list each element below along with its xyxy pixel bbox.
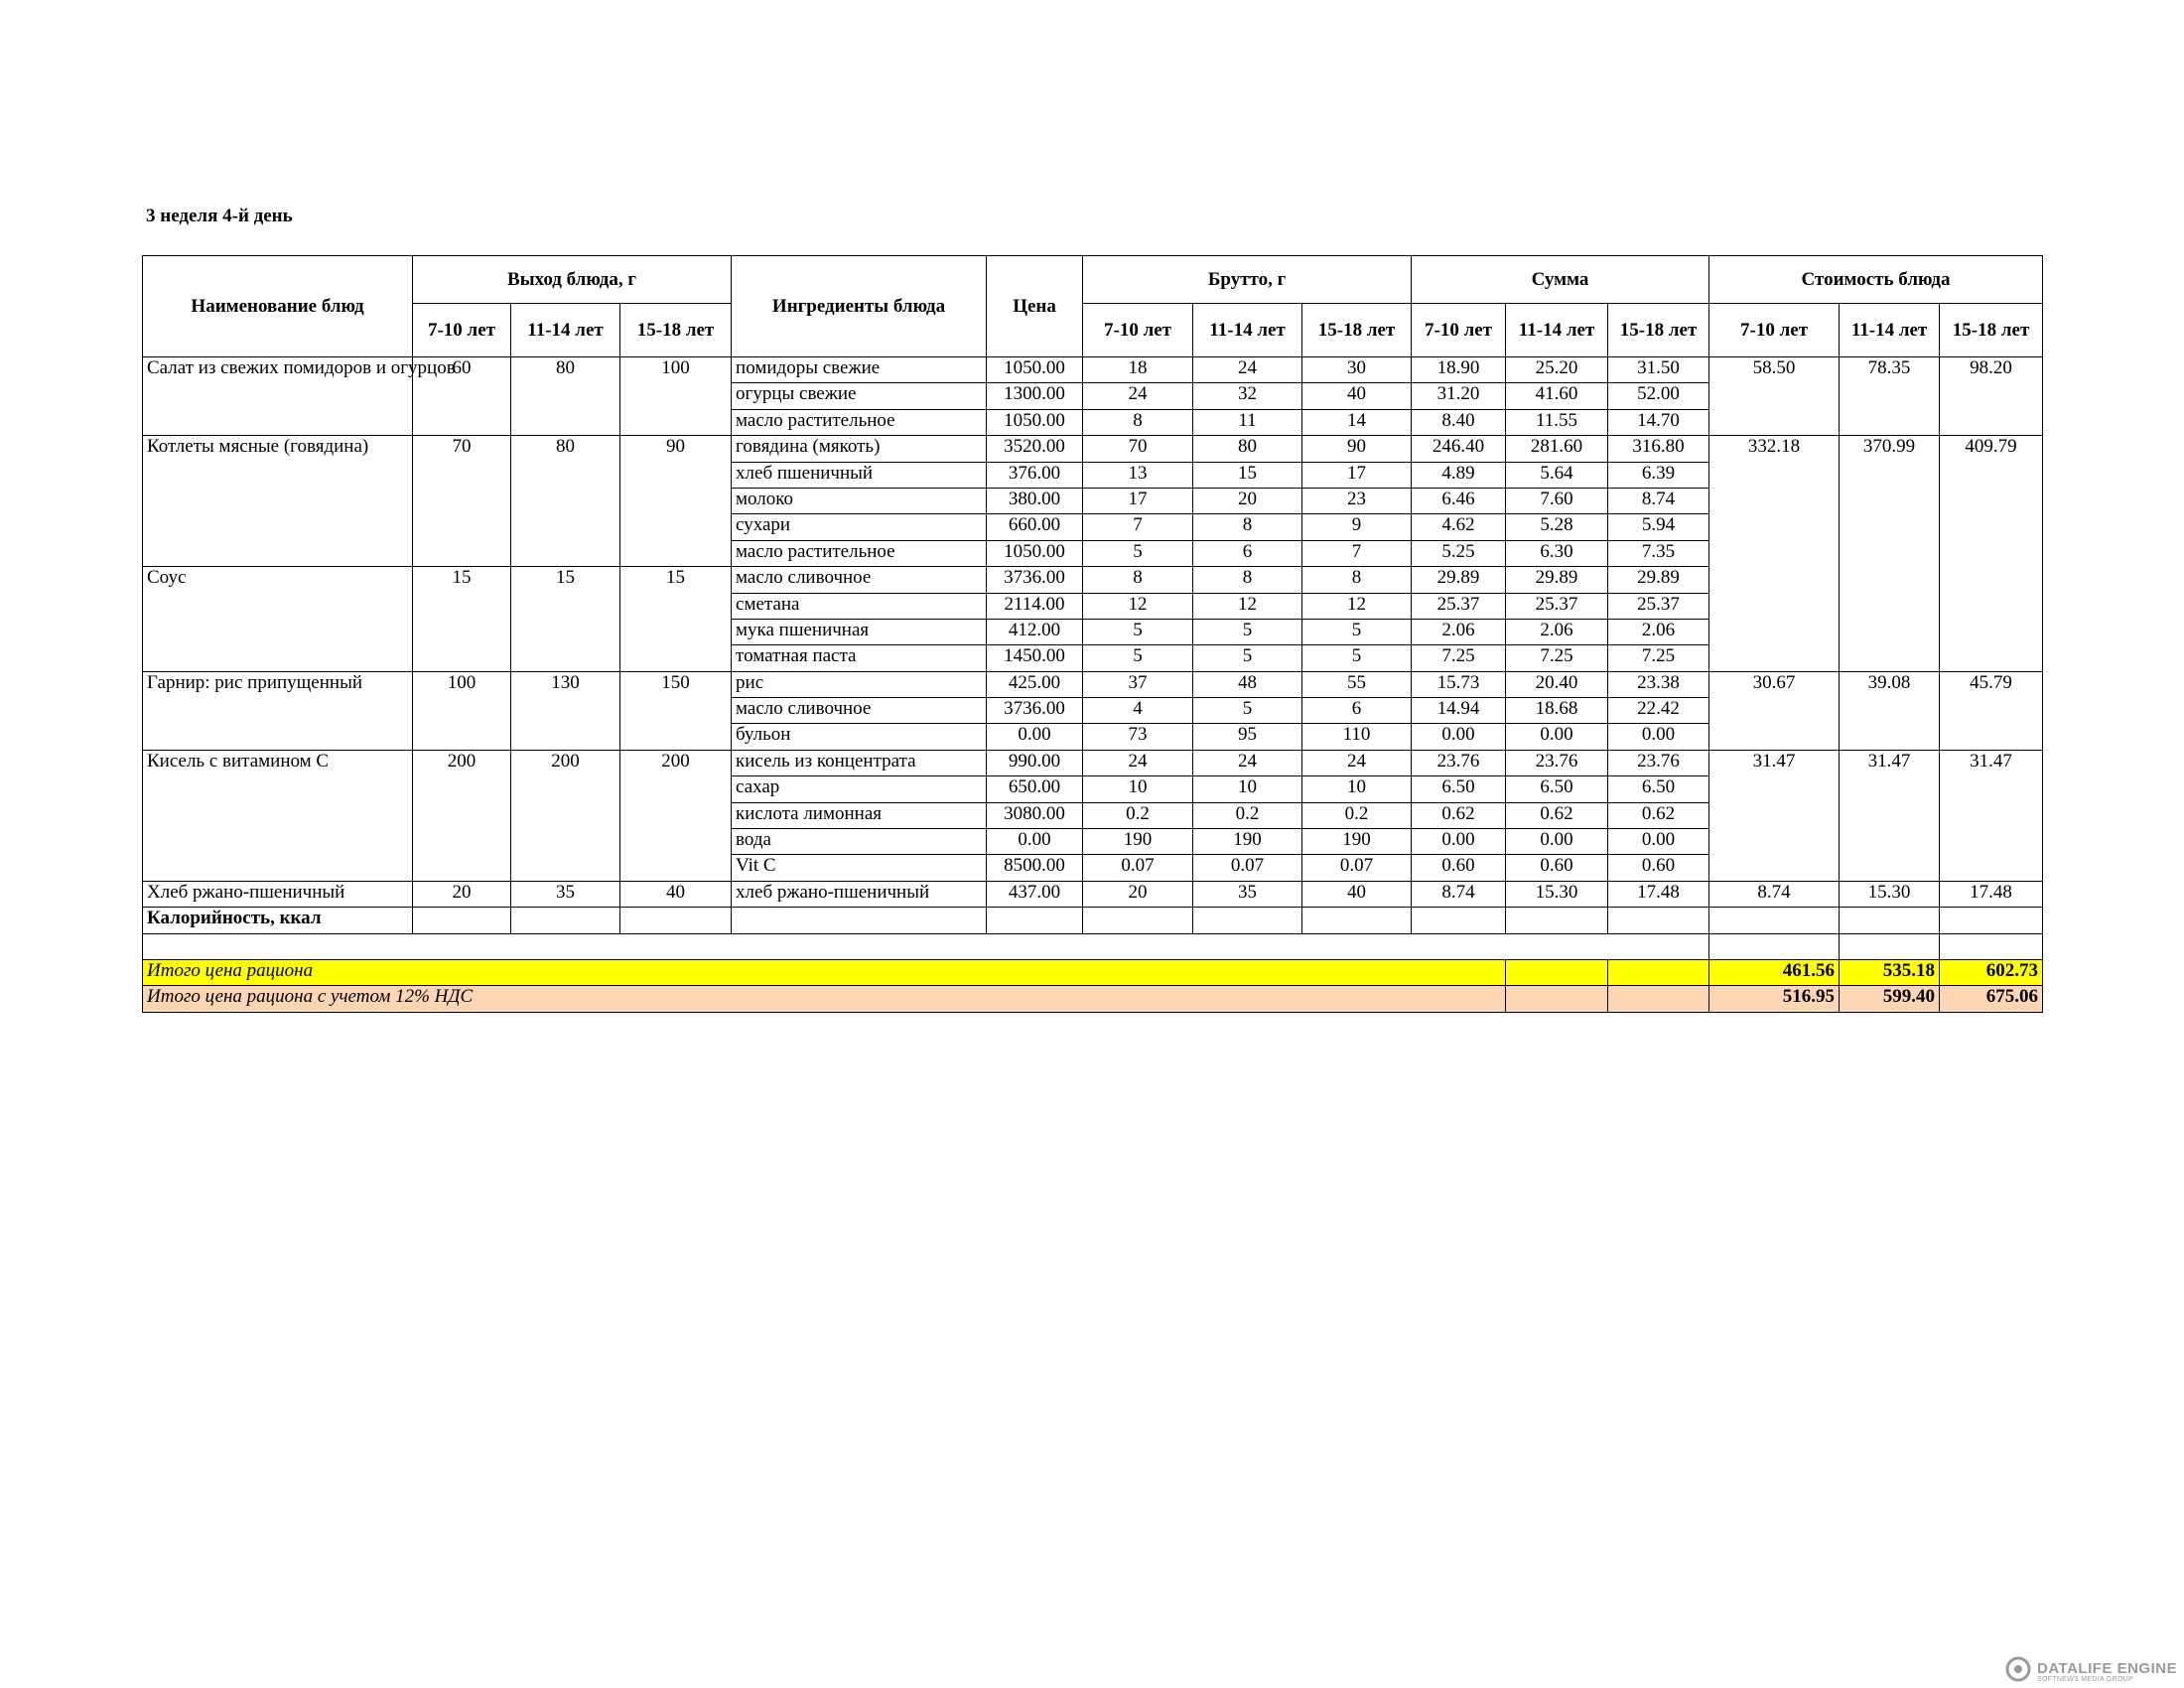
ingredient-name: рис [732, 671, 987, 697]
calories-label: Калорийность, ккал [143, 908, 413, 933]
ingredient-sum-age-2: 0.60 [1506, 855, 1608, 881]
dish-name: Салат из свежих помидоров и огурцов [143, 357, 413, 436]
ingredient-gross-age-3: 24 [1302, 750, 1412, 775]
menu-cost-table [142, 255, 2043, 1013]
ingredient-gross-age-2: 8 [1193, 567, 1302, 593]
ingredient-gross-age-2: 5 [1193, 698, 1302, 724]
ingredient-sum-age-2: 18.68 [1506, 698, 1608, 724]
ingredient-gross-age-3: 190 [1302, 829, 1412, 855]
ingredient-gross-age-3: 40 [1302, 881, 1412, 907]
ingredient-name: бульон [732, 724, 987, 750]
ingredient-name: масло растительное [732, 409, 987, 435]
ingredient-sum-age-3: 316.80 [1608, 436, 1709, 462]
watermark-subtitle: SOFTNEWS MEDIA GROUP [2037, 1675, 2134, 1683]
ingredient-gross-age-2: 6 [1193, 540, 1302, 566]
header-ingredients: Ингредиенты блюда [732, 256, 987, 357]
header-dish-cost: Стоимость блюда [1709, 256, 2043, 304]
ingredient-sum-age-1: 0.00 [1412, 724, 1506, 750]
dish-name: Котлеты мясные (говядина) [143, 436, 413, 567]
ingredient-gross-age-1: 18 [1083, 357, 1193, 383]
dish-name: Гарнир: рис припущенный [143, 671, 413, 750]
ingredient-name: масло сливочное [732, 567, 987, 593]
ingredient-sum-age-2: 0.62 [1506, 802, 1608, 828]
ingredient-gross-age-2: 80 [1193, 436, 1302, 462]
ingredient-gross-age-2: 24 [1193, 750, 1302, 775]
header-yield-age-1: 7-10 лет [413, 304, 511, 357]
ingredient-price: 412.00 [987, 619, 1083, 644]
ingredient-gross-age-1: 20 [1083, 881, 1193, 907]
dish-cost-age-1: 31.47 [1709, 750, 1840, 881]
ingredient-gross-age-2: 15 [1193, 462, 1302, 488]
ingredient-gross-age-1: 73 [1083, 724, 1193, 750]
ingredient-sum-age-3: 2.06 [1608, 619, 1709, 644]
ingredient-price: 1050.00 [987, 540, 1083, 566]
dish-name: Кисель с витамином С [143, 750, 413, 881]
ingredient-sum-age-2: 2.06 [1506, 619, 1608, 644]
menu-body [143, 357, 2043, 908]
ingredient-sum-age-3: 17.48 [1608, 881, 1709, 907]
header-cost-age-3: 15-18 лет [1940, 304, 2043, 357]
ingredient-sum-age-2: 25.37 [1506, 593, 1608, 619]
ingredient-gross-age-2: 0.07 [1193, 855, 1302, 881]
ingredient-price: 1300.00 [987, 383, 1083, 409]
ingredient-sum-age-1: 31.20 [1412, 383, 1506, 409]
dish-yield-age-2: 15 [511, 567, 620, 672]
ingredient-gross-age-1: 4 [1083, 698, 1193, 724]
dish-yield-age-1: 60 [413, 357, 511, 436]
ingredient-gross-age-3: 90 [1302, 436, 1412, 462]
total-ration-row [143, 959, 2043, 985]
ingredient-sum-age-1: 18.90 [1412, 357, 1506, 383]
ingredient-sum-age-1: 6.50 [1412, 776, 1506, 802]
ingredient-row [143, 436, 2043, 462]
ingredient-gross-age-2: 11 [1193, 409, 1302, 435]
ingredient-price: 437.00 [987, 881, 1083, 907]
ingredient-name: хлеб пшеничный [732, 462, 987, 488]
ingredient-price: 3080.00 [987, 802, 1083, 828]
ingredient-sum-age-3: 5.94 [1608, 514, 1709, 540]
dish-cost-age-3: 409.79 [1940, 436, 2043, 672]
ingredient-gross-age-3: 55 [1302, 671, 1412, 697]
dish-yield-age-1: 100 [413, 671, 511, 750]
ingredient-sum-age-2: 7.60 [1506, 488, 1608, 513]
ingredient-sum-age-3: 0.62 [1608, 802, 1709, 828]
total-ration-vat-age-1: 516.95 [1709, 986, 1840, 1012]
ingredient-sum-age-3: 23.76 [1608, 750, 1709, 775]
total-ration-age-1: 461.56 [1709, 959, 1840, 985]
dish-cost-age-2: 15.30 [1840, 881, 1940, 907]
ingredient-sum-age-2: 15.30 [1506, 881, 1608, 907]
dish-yield-age-3: 200 [620, 750, 732, 881]
ingredient-sum-age-2: 5.28 [1506, 514, 1608, 540]
ingredient-sum-age-3: 0.00 [1608, 829, 1709, 855]
ingredient-gross-age-3: 5 [1302, 645, 1412, 671]
ingredient-gross-age-3: 10 [1302, 776, 1412, 802]
dish-cost-age-2: 370.99 [1840, 436, 1940, 672]
ingredient-gross-age-2: 0.2 [1193, 802, 1302, 828]
ingredient-sum-age-3: 8.74 [1608, 488, 1709, 513]
ingredient-gross-age-1: 5 [1083, 645, 1193, 671]
dish-cost-age-1: 58.50 [1709, 357, 1840, 436]
ingredient-name: вода [732, 829, 987, 855]
header-sum-age-1: 7-10 лет [1412, 304, 1506, 357]
ingredient-gross-age-2: 8 [1193, 514, 1302, 540]
watermark-title: DATALIFE ENGINE [2037, 1659, 2178, 1677]
ingredient-sum-age-1: 29.89 [1412, 567, 1506, 593]
ingredient-sum-age-1: 8.40 [1412, 409, 1506, 435]
header-yield-age-3: 15-18 лет [620, 304, 732, 357]
menu-footer [143, 908, 2043, 1013]
ingredient-gross-age-1: 24 [1083, 383, 1193, 409]
header-price: Цена [987, 256, 1083, 357]
ingredient-sum-age-1: 0.62 [1412, 802, 1506, 828]
header-sum-age-2: 11-14 лет [1506, 304, 1608, 357]
ingredient-price: 2114.00 [987, 593, 1083, 619]
ingredient-name: огурцы свежие [732, 383, 987, 409]
dish-yield-age-1: 200 [413, 750, 511, 881]
ingredient-price: 1050.00 [987, 357, 1083, 383]
ingredient-gross-age-2: 32 [1193, 383, 1302, 409]
dish-cost-age-1: 332.18 [1709, 436, 1840, 672]
ingredient-sum-age-1: 6.46 [1412, 488, 1506, 513]
dish-cost-age-3: 17.48 [1940, 881, 2043, 907]
dish-cost-age-3: 45.79 [1940, 671, 2043, 750]
ingredient-name: сахар [732, 776, 987, 802]
ingredient-gross-age-1: 12 [1083, 593, 1193, 619]
dish-yield-age-3: 150 [620, 671, 732, 750]
ingredient-name: помидоры свежие [732, 357, 987, 383]
ingredient-sum-age-3: 29.89 [1608, 567, 1709, 593]
ingredient-sum-age-3: 31.50 [1608, 357, 1709, 383]
ingredient-sum-age-1: 0.60 [1412, 855, 1506, 881]
ingredient-gross-age-2: 5 [1193, 645, 1302, 671]
ingredient-name: кислота лимонная [732, 802, 987, 828]
ingredient-price: 425.00 [987, 671, 1083, 697]
total-ration-vat-age-2: 599.40 [1840, 986, 1940, 1012]
ingredient-gross-age-3: 0.2 [1302, 802, 1412, 828]
dish-yield-age-2: 35 [511, 881, 620, 907]
ingredient-price: 380.00 [987, 488, 1083, 513]
ingredient-gross-age-2: 95 [1193, 724, 1302, 750]
ingredient-row [143, 671, 2043, 697]
ingredient-price: 1050.00 [987, 409, 1083, 435]
ingredient-gross-age-2: 10 [1193, 776, 1302, 802]
header-dish-name: Наименование блюд [143, 256, 413, 357]
ingredient-gross-age-2: 12 [1193, 593, 1302, 619]
ingredient-gross-age-3: 9 [1302, 514, 1412, 540]
ingredient-gross-age-1: 37 [1083, 671, 1193, 697]
header-row-top [143, 256, 2043, 304]
ingredient-row [143, 881, 2043, 907]
header-gross-age-3: 15-18 лет [1302, 304, 1412, 357]
ingredient-gross-age-2: 35 [1193, 881, 1302, 907]
ingredient-sum-age-3: 52.00 [1608, 383, 1709, 409]
ingredient-sum-age-2: 23.76 [1506, 750, 1608, 775]
ingredient-sum-age-1: 5.25 [1412, 540, 1506, 566]
ingredient-price: 1450.00 [987, 645, 1083, 671]
ingredient-sum-age-3: 7.25 [1608, 645, 1709, 671]
ingredient-price: 3520.00 [987, 436, 1083, 462]
ingredient-sum-age-1: 8.74 [1412, 881, 1506, 907]
datalife-logo-icon [2005, 1656, 2031, 1687]
ingredient-sum-age-2: 29.89 [1506, 567, 1608, 593]
dish-yield-age-2: 130 [511, 671, 620, 750]
ingredient-sum-age-2: 41.60 [1506, 383, 1608, 409]
spacer-row [143, 933, 2043, 959]
header-gross: Брутто, г [1083, 256, 1412, 304]
ingredient-gross-age-3: 7 [1302, 540, 1412, 566]
ingredient-sum-age-3: 0.60 [1608, 855, 1709, 881]
ingredient-sum-age-2: 11.55 [1506, 409, 1608, 435]
dish-cost-age-1: 30.67 [1709, 671, 1840, 750]
ingredient-gross-age-1: 0.07 [1083, 855, 1193, 881]
ingredient-gross-age-1: 5 [1083, 619, 1193, 644]
dish-yield-age-3: 100 [620, 357, 732, 436]
ingredient-name: кисель из концентрата [732, 750, 987, 775]
dish-yield-age-2: 80 [511, 436, 620, 567]
dish-yield-age-2: 80 [511, 357, 620, 436]
page-title: 3 неделя 4-й день [146, 206, 293, 226]
ingredient-sum-age-3: 25.37 [1608, 593, 1709, 619]
ingredient-gross-age-3: 40 [1302, 383, 1412, 409]
ingredient-gross-age-1: 13 [1083, 462, 1193, 488]
watermark [2005, 1656, 2177, 1687]
ingredient-gross-age-2: 24 [1193, 357, 1302, 383]
header-yield-age-2: 11-14 лет [511, 304, 620, 357]
ingredient-sum-age-2: 20.40 [1506, 671, 1608, 697]
ingredient-gross-age-3: 17 [1302, 462, 1412, 488]
ingredient-sum-age-1: 15.73 [1412, 671, 1506, 697]
calories-row [143, 908, 2043, 933]
ingredient-sum-age-2: 0.00 [1506, 829, 1608, 855]
header-sum: Сумма [1412, 256, 1709, 304]
ingredient-sum-age-3: 6.39 [1608, 462, 1709, 488]
ingredient-sum-age-2: 7.25 [1506, 645, 1608, 671]
ingredient-sum-age-1: 246.40 [1412, 436, 1506, 462]
ingredient-gross-age-2: 190 [1193, 829, 1302, 855]
ingredient-sum-age-3: 7.35 [1608, 540, 1709, 566]
ingredient-sum-age-1: 0.00 [1412, 829, 1506, 855]
dish-cost-age-3: 98.20 [1940, 357, 2043, 436]
ingredient-gross-age-1: 24 [1083, 750, 1193, 775]
ingredient-price: 3736.00 [987, 698, 1083, 724]
ingredient-price: 990.00 [987, 750, 1083, 775]
ingredient-gross-age-3: 0.07 [1302, 855, 1412, 881]
dish-name: Соус [143, 567, 413, 672]
ingredient-name: хлеб ржано-пшеничный [732, 881, 987, 907]
header-cost-age-1: 7-10 лет [1709, 304, 1840, 357]
ingredient-sum-age-3: 22.42 [1608, 698, 1709, 724]
ingredient-gross-age-3: 23 [1302, 488, 1412, 513]
ingredient-sum-age-3: 23.38 [1608, 671, 1709, 697]
ingredient-gross-age-3: 8 [1302, 567, 1412, 593]
header-sum-age-3: 15-18 лет [1608, 304, 1709, 357]
ingredient-name: молоко [732, 488, 987, 513]
dish-yield-age-2: 200 [511, 750, 620, 881]
ingredient-gross-age-3: 14 [1302, 409, 1412, 435]
ingredient-price: 3736.00 [987, 567, 1083, 593]
ingredient-sum-age-1: 4.89 [1412, 462, 1506, 488]
ingredient-gross-age-1: 8 [1083, 409, 1193, 435]
total-ration-age-3: 602.73 [1940, 959, 2043, 985]
ingredient-gross-age-1: 7 [1083, 514, 1193, 540]
dish-cost-age-3: 31.47 [1940, 750, 2043, 881]
header-gross-age-1: 7-10 лет [1083, 304, 1193, 357]
header-yield: Выход блюда, г [413, 256, 732, 304]
ingredient-price: 8500.00 [987, 855, 1083, 881]
total-ration-label: Итого цена рациона [143, 959, 1506, 985]
ingredient-row [143, 750, 2043, 775]
total-ration-vat-label: Итого цена рациона с учетом 12% НДС [143, 986, 1506, 1012]
ingredient-name: масло растительное [732, 540, 987, 566]
ingredient-name: сметана [732, 593, 987, 619]
ingredient-sum-age-2: 25.20 [1506, 357, 1608, 383]
ingredient-row [143, 357, 2043, 383]
ingredient-gross-age-3: 30 [1302, 357, 1412, 383]
dish-yield-age-1: 20 [413, 881, 511, 907]
ingredient-name: Vit C [732, 855, 987, 881]
header-cost-age-2: 11-14 лет [1840, 304, 1940, 357]
ingredient-sum-age-2: 5.64 [1506, 462, 1608, 488]
dish-cost-age-2: 39.08 [1840, 671, 1940, 750]
ingredient-gross-age-3: 110 [1302, 724, 1412, 750]
ingredient-sum-age-1: 14.94 [1412, 698, 1506, 724]
ingredient-name: сухари [732, 514, 987, 540]
ingredient-price: 660.00 [987, 514, 1083, 540]
ingredient-gross-age-3: 6 [1302, 698, 1412, 724]
ingredient-sum-age-1: 4.62 [1412, 514, 1506, 540]
dish-name: Хлеб ржано-пшеничный [143, 881, 413, 907]
dish-cost-age-2: 31.47 [1840, 750, 1940, 881]
ingredient-gross-age-2: 5 [1193, 619, 1302, 644]
ingredient-gross-age-1: 0.2 [1083, 802, 1193, 828]
ingredient-gross-age-1: 190 [1083, 829, 1193, 855]
ingredient-sum-age-1: 7.25 [1412, 645, 1506, 671]
dish-yield-age-1: 15 [413, 567, 511, 672]
ingredient-gross-age-1: 8 [1083, 567, 1193, 593]
ingredient-gross-age-1: 5 [1083, 540, 1193, 566]
ingredient-sum-age-1: 23.76 [1412, 750, 1506, 775]
ingredient-name: масло сливочное [732, 698, 987, 724]
dish-yield-age-3: 15 [620, 567, 732, 672]
ingredient-name: мука пшеничная [732, 619, 987, 644]
ingredient-gross-age-2: 20 [1193, 488, 1302, 513]
header-gross-age-2: 11-14 лет [1193, 304, 1302, 357]
dish-cost-age-1: 8.74 [1709, 881, 1840, 907]
ingredient-price: 0.00 [987, 829, 1083, 855]
ingredient-gross-age-2: 48 [1193, 671, 1302, 697]
ingredient-gross-age-3: 12 [1302, 593, 1412, 619]
ingredient-gross-age-1: 70 [1083, 436, 1193, 462]
total-ration-age-2: 535.18 [1840, 959, 1940, 985]
total-ration-vat-row [143, 986, 2043, 1012]
dish-yield-age-3: 90 [620, 436, 732, 567]
ingredient-sum-age-2: 6.30 [1506, 540, 1608, 566]
ingredient-sum-age-1: 25.37 [1412, 593, 1506, 619]
ingredient-price: 0.00 [987, 724, 1083, 750]
dish-yield-age-1: 70 [413, 436, 511, 567]
ingredient-sum-age-2: 0.00 [1506, 724, 1608, 750]
total-ration-vat-age-3: 675.06 [1940, 986, 2043, 1012]
ingredient-sum-age-2: 281.60 [1506, 436, 1608, 462]
ingredient-sum-age-3: 14.70 [1608, 409, 1709, 435]
ingredient-sum-age-3: 6.50 [1608, 776, 1709, 802]
ingredient-price: 650.00 [987, 776, 1083, 802]
ingredient-gross-age-1: 10 [1083, 776, 1193, 802]
ingredient-name: говядина (мякоть) [732, 436, 987, 462]
ingredient-name: томатная паста [732, 645, 987, 671]
ingredient-gross-age-1: 17 [1083, 488, 1193, 513]
ingredient-gross-age-3: 5 [1302, 619, 1412, 644]
header-row-ages [143, 304, 2043, 357]
ingredient-sum-age-1: 2.06 [1412, 619, 1506, 644]
dish-yield-age-3: 40 [620, 881, 732, 907]
dish-cost-age-2: 78.35 [1840, 357, 1940, 436]
ingredient-sum-age-3: 0.00 [1608, 724, 1709, 750]
ingredient-sum-age-2: 6.50 [1506, 776, 1608, 802]
ingredient-price: 376.00 [987, 462, 1083, 488]
